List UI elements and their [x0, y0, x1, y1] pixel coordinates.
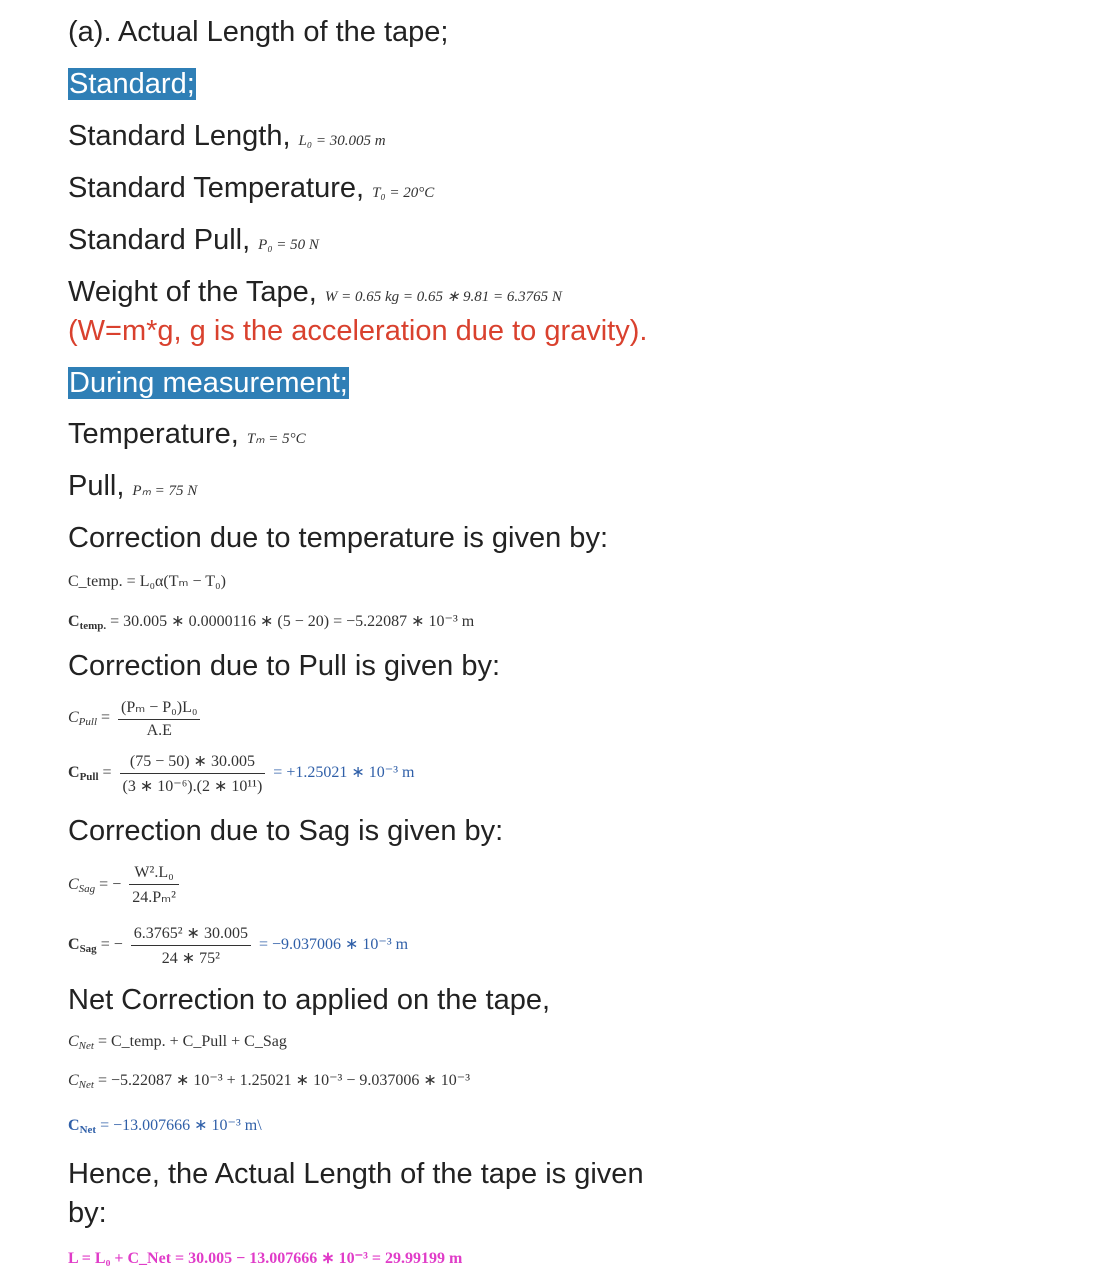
sag-formula-numerator: W².L₀	[129, 864, 179, 885]
net-correction-value: = −13.007666 ∗ 10⁻³ m\	[100, 1117, 262, 1134]
net-correction-substitution: = −5.22087 ∗ 10⁻³ + 1.25021 ∗ 10⁻³ − 9.037006 ∗ 10⁻³	[97, 1072, 470, 1089]
temperature-line	[68, 416, 306, 457]
temp-correction-value: = 30.005 ∗ 0.0000116 ∗ (5 − 20) = −5.22087 ∗ 10⁻³ m	[110, 613, 475, 630]
weight-line	[68, 274, 562, 315]
standard-length-eq: L₀ = 30.005 m	[298, 133, 386, 149]
pull-value-denominator: (3 ∗ 10⁻⁶).(2 ∗ 10¹¹)	[122, 778, 263, 795]
net-correction-formula: = C_temp. + C_Pull + C_Sag	[97, 1033, 287, 1050]
during-heading	[68, 365, 349, 401]
temp-correction-value-line: $C_{temp.} = 30.005$ ∗ 0.0000116 ∗ (5 − 20) = −5.22087 ∗ 10⁻³ m	[68, 613, 475, 632]
sag-formula-denominator: 24.Pₘ²	[132, 889, 176, 906]
temp-correction-heading: Correction due to temperature is given by:	[68, 522, 608, 554]
pull-formula-fraction	[118, 697, 200, 740]
temperature-eq: Tₘ = 5°C	[246, 431, 306, 447]
sag-value-fraction	[131, 923, 251, 968]
pull-correction-value: $C_{Pull}$ = $\frac{(75 - 50) ∗ 30.005}{\text{(3 ∗ 10⁻⁶).(2 ∗ 10¹¹)}}$ = +1.25021 ∗ 10⁻³ m	[68, 753, 415, 795]
standard-pull-eq: P₀ = 50 N	[258, 237, 319, 253]
pull-correction-heading: Correction due to Pull is given by:	[68, 650, 500, 682]
pull-value-result: = +1.25021 ∗ 10⁻³ m	[273, 764, 415, 782]
net-correction-value-line: $C_{Net} = -13.007666$ ∗ 10⁻³ m\	[68, 1117, 262, 1136]
standard-temperature-label: Standard Temperature,	[68, 172, 365, 204]
standard-length-line	[68, 118, 386, 159]
hence-line-1: Hence, the Actual Length of the tape is given	[68, 1158, 644, 1190]
sag-formula-fraction	[129, 864, 179, 907]
pull-formula-denominator: A.E	[146, 722, 172, 739]
standard-length-label: Standard Length,	[68, 120, 291, 152]
standard-pull-line	[68, 222, 319, 263]
pull-line	[68, 468, 197, 509]
pull-value-numerator: (75 − 50) ∗ 30.005	[120, 751, 266, 774]
during-highlight: During measurement;	[69, 367, 348, 399]
standard-heading	[68, 66, 196, 102]
net-correction-substitution-line: $C_{Net} = -5.22087$ ∗ 10⁻³ + 1.25021 ∗ 10⁻³ − 9.037006 ∗ 10⁻³	[68, 1072, 470, 1091]
pull-eq: Pₘ = 75 N	[132, 483, 198, 499]
sag-value-denominator: 24 ∗ 75²	[161, 950, 220, 967]
pull-value-fraction	[120, 751, 266, 796]
standard-temperature-eq: T₀ = 20°C	[372, 185, 435, 201]
standard-highlight: Standard;	[69, 68, 195, 100]
standard-temperature-line	[68, 170, 434, 211]
sag-correction-value: $C_{Sag}$ = − $\frac{\text{6.3765² ∗ 30.005}}{\text{24 ∗ 75²}}$ = −9.037006 ∗ 10⁻³ m	[68, 925, 409, 967]
weight-label: Weight of the Tape,	[68, 276, 317, 308]
net-correction-heading: Net Correction to applied on the tape,	[68, 984, 551, 1016]
pull-label: Pull,	[68, 470, 125, 502]
net-correction-formula-line: $C_{Net}$ = C_temp. + C_Pull + C_Sag	[68, 1033, 287, 1052]
sag-value-result: = −9.037006 ∗ 10⁻³ m	[258, 936, 409, 954]
pull-correction-formula: $C_{Pull}$ = $\frac{\text{(Pₘ − P₀)L₀}}{A.E}$	[68, 697, 204, 740]
hence-line-2: by:	[68, 1197, 107, 1229]
standard-pull-label: Standard Pull,	[68, 224, 251, 256]
heading-actual-length: (a). Actual Length of the tape;	[68, 16, 449, 48]
sag-correction-formula: $C_{Sag}$ = − $\frac{\text{W².L₀}}{\text{24.Pₘ²}}$	[68, 864, 183, 907]
weight-eq: W = 0.65 kg = 0.65 ∗ 9.81 = 6.3765 N	[324, 289, 562, 305]
sag-correction-heading: Correction due to Sag is given by:	[68, 815, 504, 847]
final-length-equation: L = L₀ + C_Net = 30.005 − 13.007666 ∗ 10⁻³ = 29.99199 m	[68, 1250, 463, 1267]
temp-correction-formula: C_temp. = L₀α(Tₘ − T₀)	[68, 573, 226, 590]
sag-value-numerator: 6.3765² ∗ 30.005	[131, 923, 251, 946]
temperature-label: Temperature,	[68, 418, 239, 450]
pull-formula-numerator: (Pₘ − P₀)L₀	[118, 697, 200, 720]
weight-note: (W=m*g, g is the acceleration due to gravity).	[68, 315, 648, 347]
